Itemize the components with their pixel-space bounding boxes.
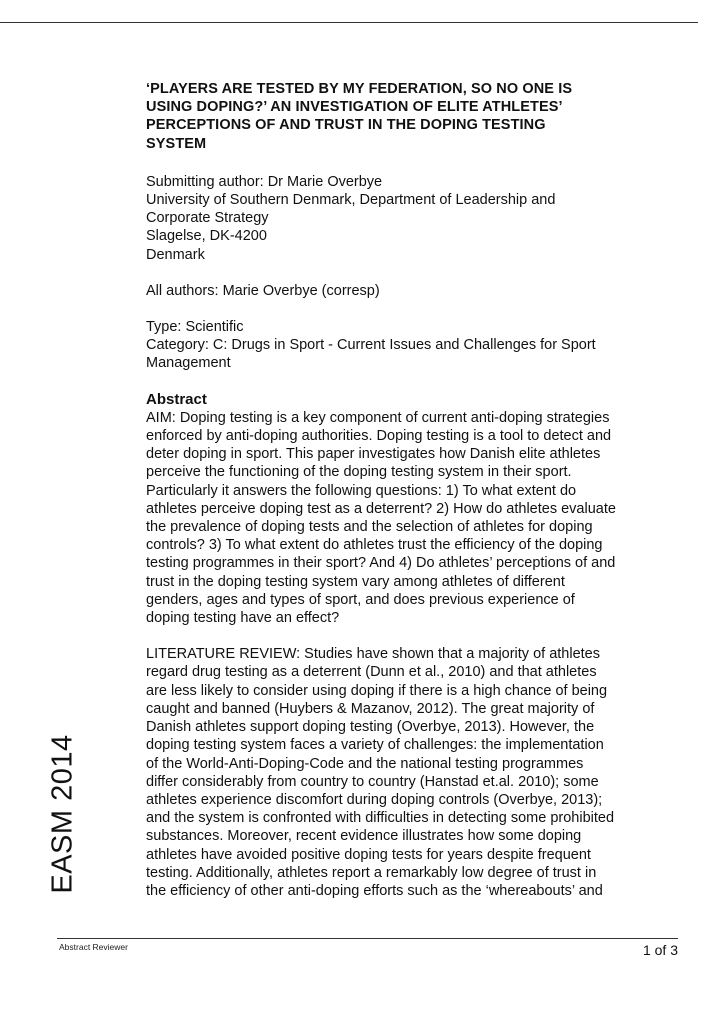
title-line: USING DOPING?’ AN INVESTIGATION OF ELITE ATHLETES’ xyxy=(146,99,563,116)
aim-paragraph xyxy=(146,409,666,627)
type-line: Type: Scientific xyxy=(146,319,244,336)
title-line: SYSTEM xyxy=(146,135,207,152)
paragraph-line: deter doping in sport. This paper investigates how Danish elite athletes xyxy=(146,446,601,463)
affiliation-line: Corporate Strategy xyxy=(146,210,269,227)
paragraph-line: are less likely to consider using doping if there is a high chance of being xyxy=(146,682,608,699)
paragraph-line: athletes experience discomfort during doping controls (Overbye, 2013); xyxy=(146,791,603,808)
footer-rule xyxy=(57,938,678,939)
literature-review-paragraph xyxy=(146,645,666,900)
paragraph-line: differ considerably from country to country (Hanstad et.al. 2010); some xyxy=(146,773,599,790)
all-authors: All authors: Marie Overbye (corresp) xyxy=(146,282,380,299)
paragraph-line: regard drug testing as a deterrent (Dunn et al., 2010) and that athletes xyxy=(146,664,597,681)
paragraph-line: substances. Moreover, recent evidence illustrates how some doping xyxy=(146,828,582,845)
affiliation-line: University of Southern Denmark, Department of Leadership and xyxy=(146,192,556,209)
conference-side-label: EASM 2014 xyxy=(46,734,79,894)
paragraph-line: controls? 3) To what extent do athletes trust the efficiency of the doping xyxy=(146,537,603,554)
paragraph-line: enforced by anti-doping authorities. Doping testing is a tool to detect and xyxy=(146,428,612,445)
authors-block xyxy=(146,282,666,300)
page-number: 1 of 3 xyxy=(642,942,678,958)
paragraph-line: and the system is confronted with difficulties in detecting some prohibited xyxy=(146,810,615,827)
category-line: Management xyxy=(146,355,231,372)
paragraph-line: AIM: Doping testing is a key component of current anti-doping strategies xyxy=(146,409,610,426)
paper-title xyxy=(146,80,666,153)
paragraph-line: doping testing have an effect? xyxy=(146,610,340,627)
paragraph-line: caught and banned (Huybers & Mazanov, 2012). The great majority of xyxy=(146,700,595,717)
address-line: Slagelse, DK-4200 xyxy=(146,228,267,245)
submitting-author: Submitting author: Dr Marie Overbye xyxy=(146,173,383,190)
paragraph-line: Danish athletes support doping testing (Overbye, 2013). However, the xyxy=(146,719,595,736)
paragraph-line: Particularly it answers the following questions: 1) To what extent do xyxy=(146,482,577,499)
title-line: PERCEPTIONS OF AND TRUST IN THE DOPING TESTING xyxy=(146,117,546,134)
paragraph-line: perceive the functioning of the doping testing system in their sport. xyxy=(146,464,572,481)
abstract-heading: Abstract xyxy=(146,390,207,408)
paragraph-line: testing. Additionally, athletes report a remarkably low degree of trust in xyxy=(146,864,597,881)
paragraph-line: trust in the doping testing system vary among athletes of different xyxy=(146,573,565,590)
category-line: Category: C: Drugs in Sport - Current Issues and Challenges for Sport xyxy=(146,337,596,354)
type-block xyxy=(146,318,666,373)
top-rule xyxy=(0,22,698,23)
document-body xyxy=(146,80,666,918)
paragraph-line: athletes perceive doping test as a deterrent? 2) How do athletes evaluate xyxy=(146,500,616,517)
paragraph-line: genders, ages and types of sport, and does previous experience of xyxy=(146,591,575,608)
paragraph-line: of the World-Anti-Doping-Code and the national testing programmes xyxy=(146,755,584,772)
paragraph-line: LITERATURE REVIEW: Studies have shown that a majority of athletes xyxy=(146,646,600,663)
title-line: ‘PLAYERS ARE TESTED BY MY FEDERATION, SO NO ONE IS xyxy=(146,81,573,97)
paragraph-line: athletes have avoided positive doping tests for years despite frequent xyxy=(146,846,591,863)
submitting-author-block xyxy=(146,173,666,264)
paragraph-line: doping testing system faces a variety of challenges: the implementation xyxy=(146,737,604,754)
footer-reviewer-label: Abstract Reviewer xyxy=(59,942,128,952)
paragraph-line: the prevalence of doping tests and the selection of athletes for doping xyxy=(146,519,593,536)
paragraph-line: the efficiency of other anti-doping efforts such as the ‘whereabouts’ and xyxy=(146,882,603,899)
country-line: Denmark xyxy=(146,246,205,263)
paragraph-line: testing programmes in their sport? And 4) Do athletes’ perceptions of and xyxy=(146,555,616,572)
